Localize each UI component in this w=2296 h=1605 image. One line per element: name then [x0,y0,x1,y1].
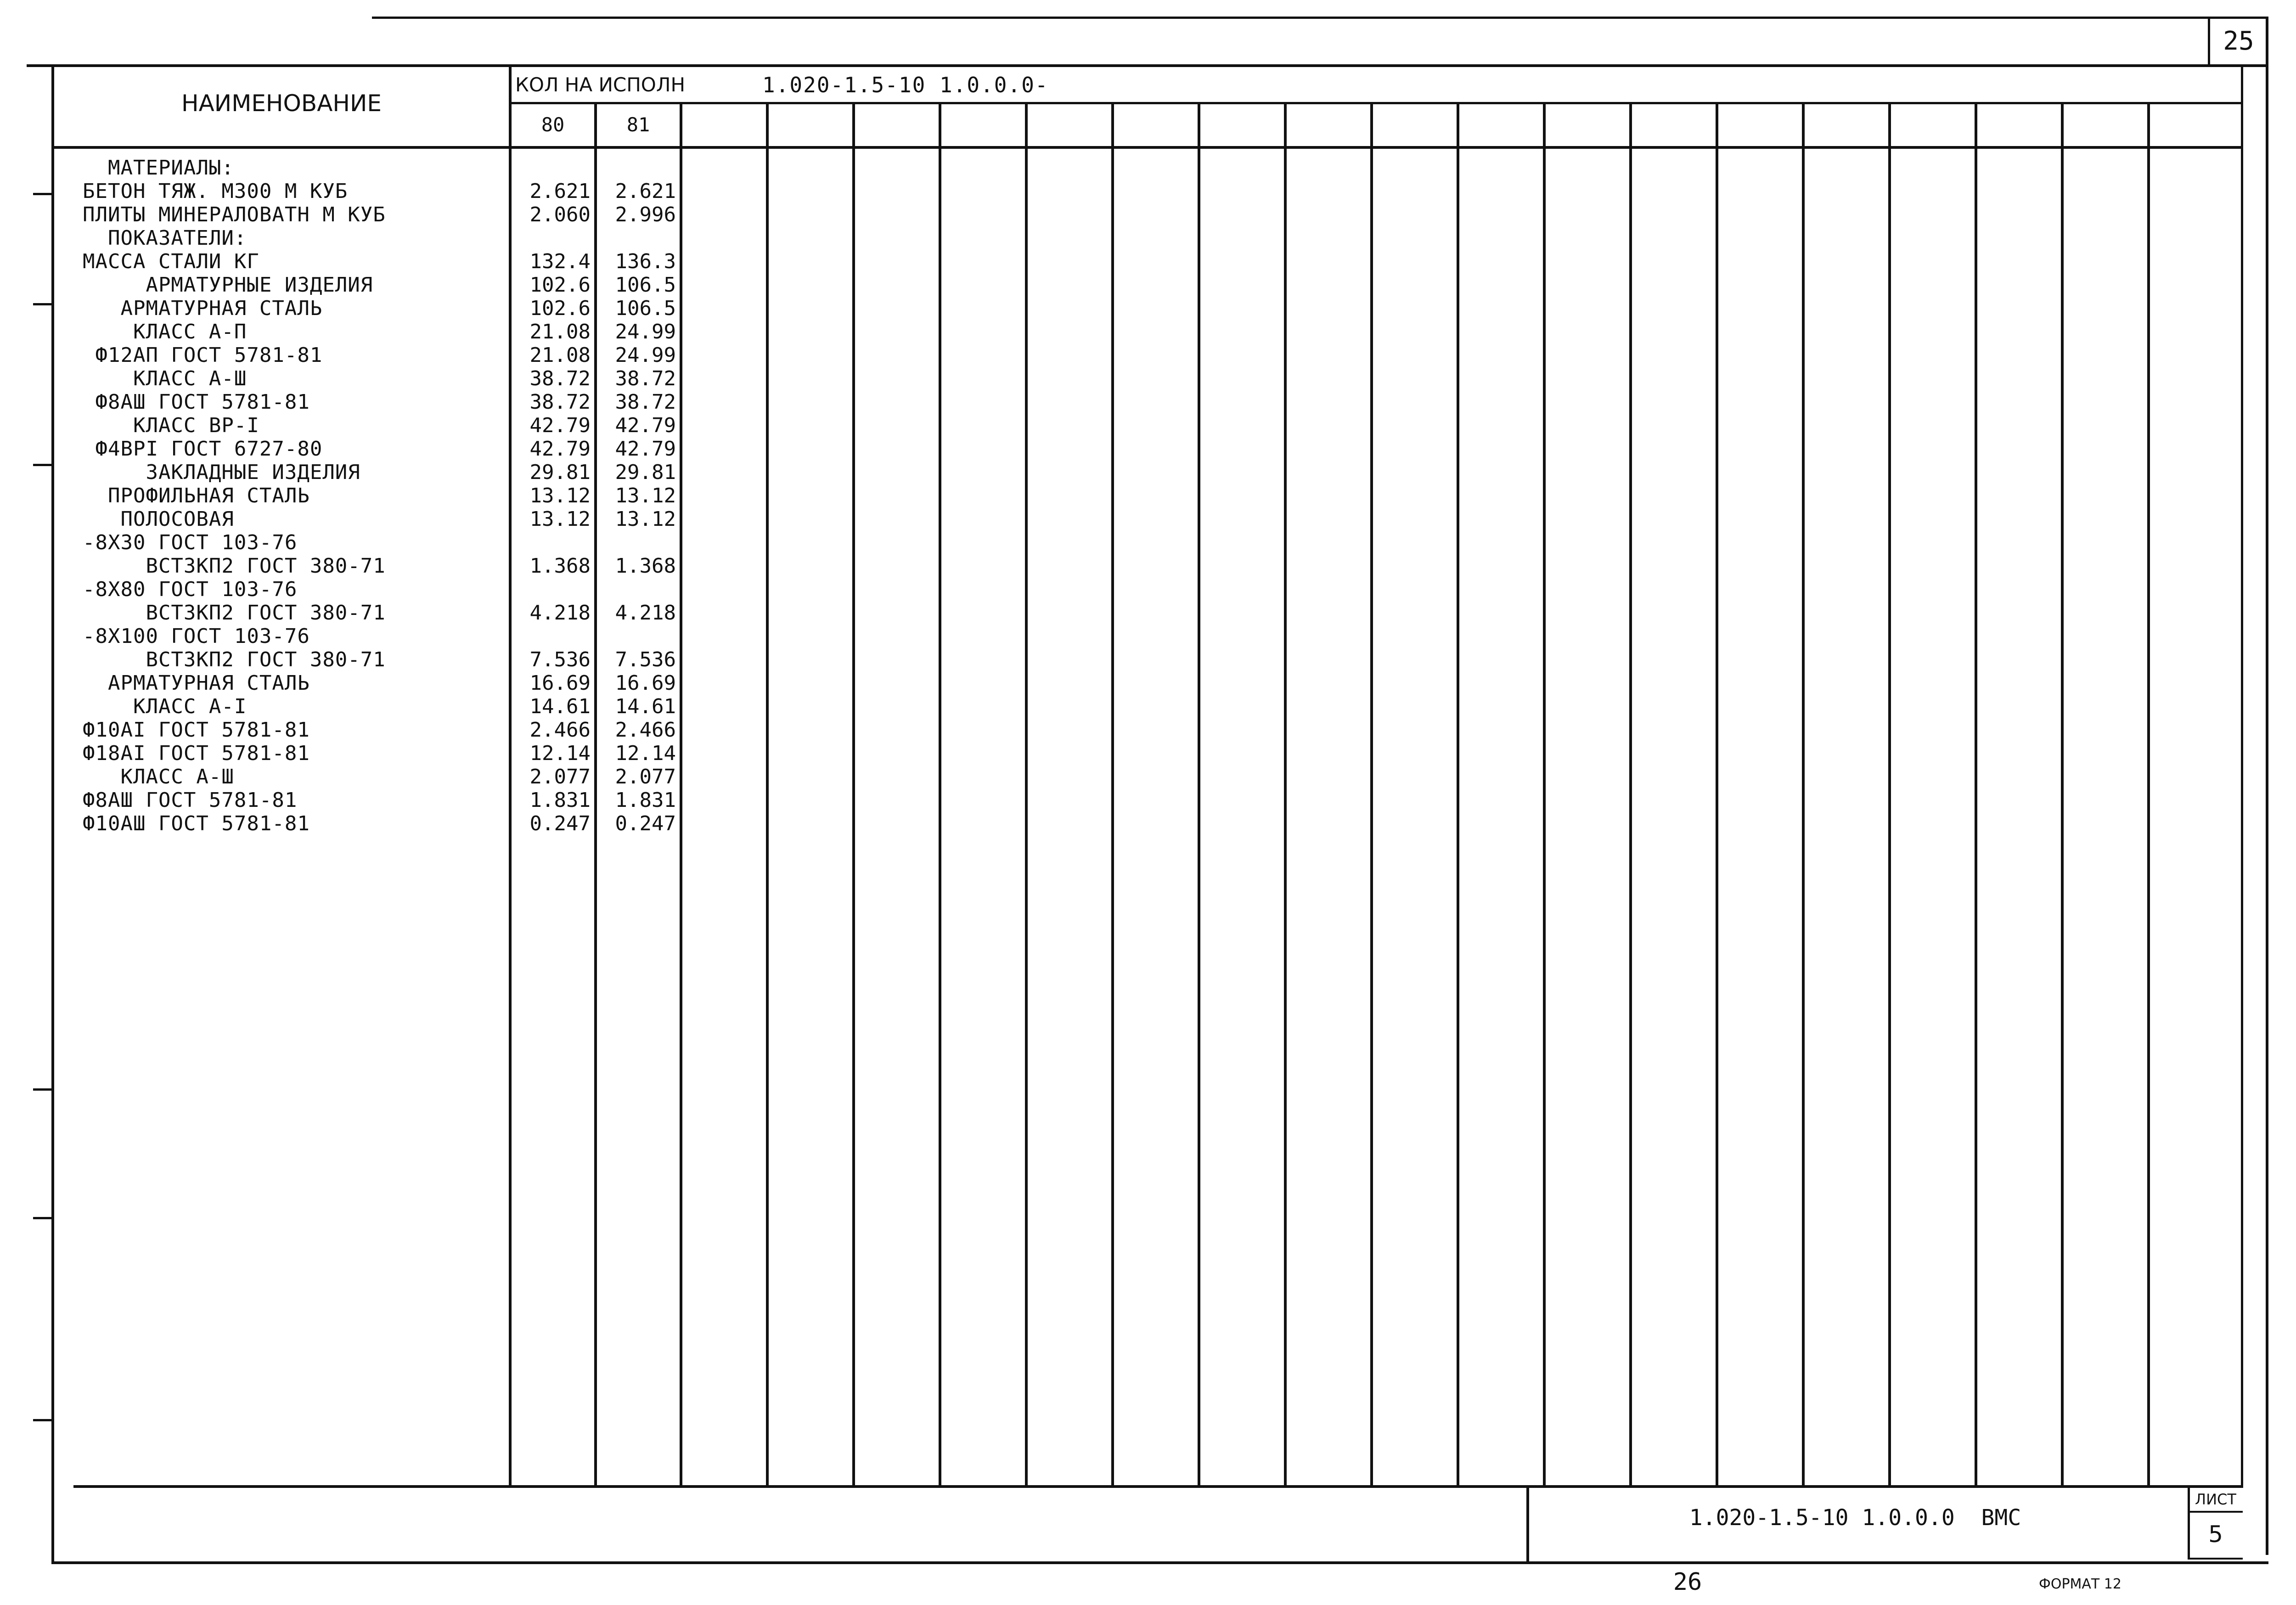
row-value-81 [591,156,676,180]
col-divider-6 [1198,102,1200,1488]
row-value-80: 13.12 [529,484,591,507]
frame-right-outer [2266,17,2268,1555]
row-value-81: 2.466 [615,718,676,742]
row-value-80 [505,156,591,180]
row-name: АРМАТУРНЫЕ ИЗДЕЛИЯ [83,273,373,297]
sheet-box-left [2188,1485,2190,1559]
row-name: ПОЛОСОВАЯ [83,507,234,531]
row-value-80: 38.72 [529,367,591,390]
col-divider-15 [1975,102,1977,1488]
row-value-81: 13.12 [615,507,676,531]
col-divider-16 [2061,102,2064,1488]
margin-tick [33,1419,51,1421]
sheet-box-mid [2188,1511,2243,1513]
row-value-81 [591,226,676,250]
row-name: КЛАСС А-П [83,320,247,344]
title-block-divider [1526,1485,1529,1563]
row-value-80: 38.72 [529,390,591,414]
col-divider-3 [939,102,941,1488]
col-divider-14 [1888,102,1891,1488]
row-value-81: 106.5 [615,273,676,297]
margin-tick [33,193,51,195]
row-value-81 [591,578,676,601]
row-name: -8Х80 ГОСТ 103-76 [83,578,298,601]
row-value-80: 132.4 [529,250,591,273]
top-rule [372,17,2268,19]
row-name: Ф12АП ГОСТ 5781-81 [83,344,323,367]
col-divider-81 [680,102,682,1488]
row-name: МАТЕРИАЛЫ: [83,156,234,180]
row-name: ЗАКЛАДНЫЕ ИЗДЕЛИЯ [83,461,360,484]
row-name: -8Х100 ГОСТ 103-76 [83,625,310,648]
margin-tick [33,303,51,305]
frame-right-inner [2241,64,2243,1488]
margin-tick [33,464,51,466]
row-value-80: 2.466 [529,718,591,742]
frame-top [27,64,2268,67]
row-value-81: 1.831 [615,788,676,812]
row-value-81: 4.218 [615,601,676,625]
col-divider-7 [1284,102,1287,1488]
row-value-80: 16.69 [529,671,591,695]
row-value-81: 29.81 [615,461,676,484]
qty-header: КОЛ НА ИСПОЛН [515,73,686,96]
frame-bottom [51,1561,2268,1564]
name-column [83,156,510,835]
row-value-80 [505,578,591,601]
page-box-left [2208,17,2210,67]
row-name: ПЛИТЫ МИНЕРАЛОВАТН М КУБ [83,203,386,226]
col-divider-12 [1716,102,1718,1488]
row-name: КЛАСС ВР-I [83,414,259,437]
sheet-number: 5 [2208,1521,2223,1548]
row-name: АРМАТУРНАЯ СТАЛЬ [83,671,310,695]
col-divider-2 [852,102,855,1488]
row-name: -8Х30 ГОСТ 103-76 [83,531,298,554]
row-value-80: 12.14 [529,742,591,765]
row-value-81 [591,625,676,648]
col-divider-8 [1370,102,1373,1488]
header-line-1 [509,102,2242,104]
row-name: ВСТ3КП2 ГОСТ 380-71 [83,601,386,625]
doc-designation: 1.020-1.5-10 1.0.0.0 ВМС [1689,1505,2021,1531]
bottom-page-number: 26 [1673,1568,1702,1596]
col-divider-10 [1543,102,1546,1488]
page-number-top: 25 [2223,26,2254,56]
row-value-81: 136.3 [615,250,676,273]
values-col-81 [591,156,676,835]
sheet-label: ЛИСТ [2195,1491,2236,1508]
col-divider-11 [1629,102,1632,1488]
col-divider-4 [1025,102,1028,1488]
row-name: ВСТ3КП2 ГОСТ 380-71 [83,554,386,578]
row-value-81: 14.61 [615,695,676,718]
row-value-80: 1.368 [529,554,591,578]
title-block-top [73,1485,2243,1488]
col-divider-5 [1111,102,1114,1488]
row-name: ВСТ3КП2 ГОСТ 380-71 [83,648,386,671]
col-divider-13 [1802,102,1805,1488]
col-divider-9 [1457,102,1459,1488]
row-value-80: 7.536 [529,648,591,671]
row-value-80: 14.61 [529,695,591,718]
row-value-80 [505,625,591,648]
row-value-81: 7.536 [615,648,676,671]
margin-tick [33,1217,51,1219]
col-81-header: 81 [626,113,650,136]
row-name: КЛАСС А-Ш [83,367,247,390]
row-value-80 [505,531,591,554]
row-name: ПРОФИЛЬНАЯ СТАЛЬ [83,484,310,507]
margin-tick [33,1088,51,1091]
row-value-80: 42.79 [529,414,591,437]
row-name: БЕТОН ТЯЖ. М300 М КУБ [83,180,348,203]
row-value-81: 42.79 [615,414,676,437]
row-value-80: 42.79 [529,437,591,461]
row-value-81: 2.077 [615,765,676,788]
row-value-80 [505,226,591,250]
row-name: Ф4ВРI ГОСТ 6727-80 [83,437,323,461]
row-value-81 [591,531,676,554]
row-value-81: 106.5 [615,297,676,320]
row-value-81: 38.72 [615,367,676,390]
row-value-80: 4.218 [529,601,591,625]
row-value-80: 29.81 [529,461,591,484]
values-col-80 [505,156,591,835]
frame-left [51,64,54,1561]
row-value-81: 16.69 [615,671,676,695]
row-value-81: 2.621 [615,180,676,203]
row-name: МАССА СТАЛИ КГ [83,250,259,273]
row-value-81: 1.368 [615,554,676,578]
row-name: ПОКАЗАТЕЛИ: [83,226,247,250]
row-name: Ф8АШ ГОСТ 5781-81 [83,788,298,812]
format-label: ФОРМАТ 12 [2039,1576,2122,1592]
sheet-box-bottom [2188,1558,2243,1560]
row-name: КЛАСС А-Ш [83,765,234,788]
row-value-80: 21.08 [529,344,591,367]
row-value-81: 42.79 [615,437,676,461]
row-name: Ф18АI ГОСТ 5781-81 [83,742,310,765]
row-value-81: 0.247 [615,812,676,835]
row-value-80: 21.08 [529,320,591,344]
row-name: Ф10АШ ГОСТ 5781-81 [83,812,310,835]
row-name: КЛАСС А-I [83,695,247,718]
col-divider-17 [2147,102,2150,1488]
col-divider-1 [766,102,769,1488]
name-column-header: НАИМЕНОВАНИЕ [181,90,382,117]
row-value-80: 102.6 [529,273,591,297]
row-value-80: 13.12 [529,507,591,531]
row-value-81: 2.996 [615,203,676,226]
row-value-80: 1.831 [529,788,591,812]
doc-code-header: 1.020-1.5-10 1.0.0.0- [762,73,1049,97]
row-name: АРМАТУРНАЯ СТАЛЬ [83,297,323,320]
row-name: Ф10АI ГОСТ 5781-81 [83,718,310,742]
row-value-81: 13.12 [615,484,676,507]
row-value-81: 24.99 [615,320,676,344]
row-value-81: 24.99 [615,344,676,367]
row-value-81: 12.14 [615,742,676,765]
row-value-80: 2.077 [529,765,591,788]
row-value-81: 38.72 [615,390,676,414]
row-value-80: 102.6 [529,297,591,320]
col-80-header: 80 [541,113,565,136]
row-value-80: 2.621 [529,180,591,203]
row-name: Ф8АШ ГОСТ 5781-81 [83,390,310,414]
header-line-2 [51,146,2242,149]
row-value-80: 2.060 [529,203,591,226]
row-value-80: 0.247 [529,812,591,835]
